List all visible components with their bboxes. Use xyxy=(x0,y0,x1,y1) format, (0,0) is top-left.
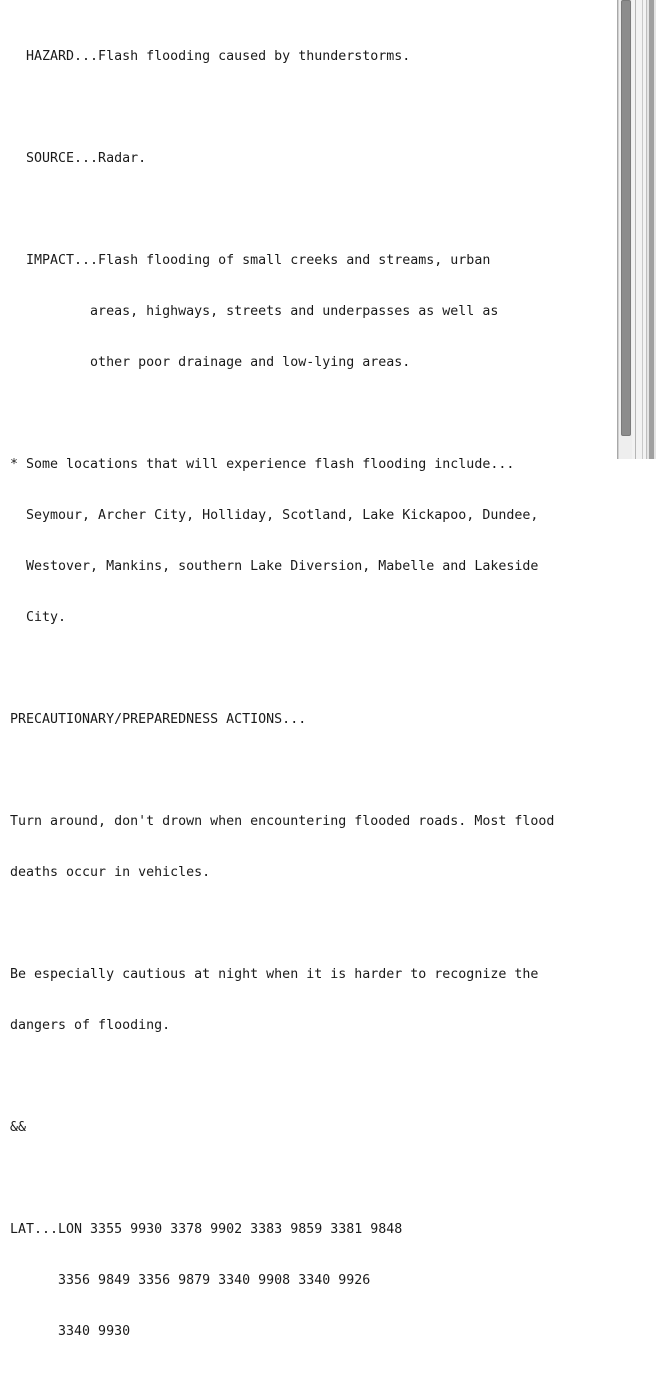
bulletin-line-turn-around: Turn around, don't drown when encountering flooded roads. Most flood xyxy=(10,814,555,829)
frame-divider xyxy=(635,0,636,459)
outer-scrollbar-thumb[interactable] xyxy=(649,0,654,459)
bulletin-line-hazard: HAZARD...Flash flooding caused by thunderstorms. xyxy=(10,49,411,64)
scrollbar-thumb[interactable] xyxy=(621,0,631,436)
bulletin-line-source: SOURCE...Radar. xyxy=(10,151,147,166)
bulletin-line-impact-cont: other poor drainage and low-lying areas. xyxy=(10,355,411,370)
bulletin-line-blank xyxy=(10,99,617,116)
bulletin-line-night-caution-cont: dangers of flooding. xyxy=(10,1018,171,1033)
bulletin-line-blank xyxy=(10,660,617,677)
outer-scrollbar[interactable] xyxy=(646,0,656,459)
bulletin-line-latlon-cont: 3356 9849 3356 9879 3340 9908 3340 9926 xyxy=(10,1273,371,1288)
bulletin-line-blank xyxy=(10,1170,617,1187)
bulletin-line-blank xyxy=(10,762,617,779)
bulletin-line-turn-around-cont: deaths occur in vehicles. xyxy=(10,865,211,880)
bulletin-line-locations: * Some locations that will experience flash flooding include... xyxy=(10,457,515,472)
bulletin-line-latlon: LAT...LON 3355 9930 3378 9902 3383 9859 3381 9848 xyxy=(10,1222,403,1237)
bulletin-line-blank xyxy=(10,1068,617,1085)
vertical-scrollbar[interactable] xyxy=(618,0,632,459)
frame-divider xyxy=(642,0,643,459)
bulletin-line-actions-heading: PRECAUTIONARY/PREPAREDNESS ACTIONS... xyxy=(10,712,307,727)
bulletin-line-locations-cont: Westover, Mankins, southern Lake Diversion, Mabelle and Lakeside xyxy=(10,559,539,574)
bulletin-line-blank xyxy=(10,405,617,422)
bulletin-line-latlon-cont: 3340 9930 xyxy=(10,1324,131,1339)
bulletin-line-blank xyxy=(10,915,617,932)
window-frame-edge xyxy=(632,0,656,459)
bulletin-line-impact: IMPACT...Flash flooding of small creeks and streams, urban xyxy=(10,253,491,268)
bulletin-line-impact-cont: areas, highways, streets and underpasses as well as xyxy=(10,304,499,319)
bulletin-line-locations-cont: City. xyxy=(10,610,67,625)
bulletin-line-locations-cont: Seymour, Archer City, Holliday, Scotland, Lake Kickapoo, Dundee, xyxy=(10,508,539,523)
bulletin-line-blank xyxy=(10,201,617,218)
bulletin-line-separator: && xyxy=(10,1120,27,1135)
bulletin-line-night-caution: Be especially cautious at night when it is harder to recognize the xyxy=(10,967,539,982)
